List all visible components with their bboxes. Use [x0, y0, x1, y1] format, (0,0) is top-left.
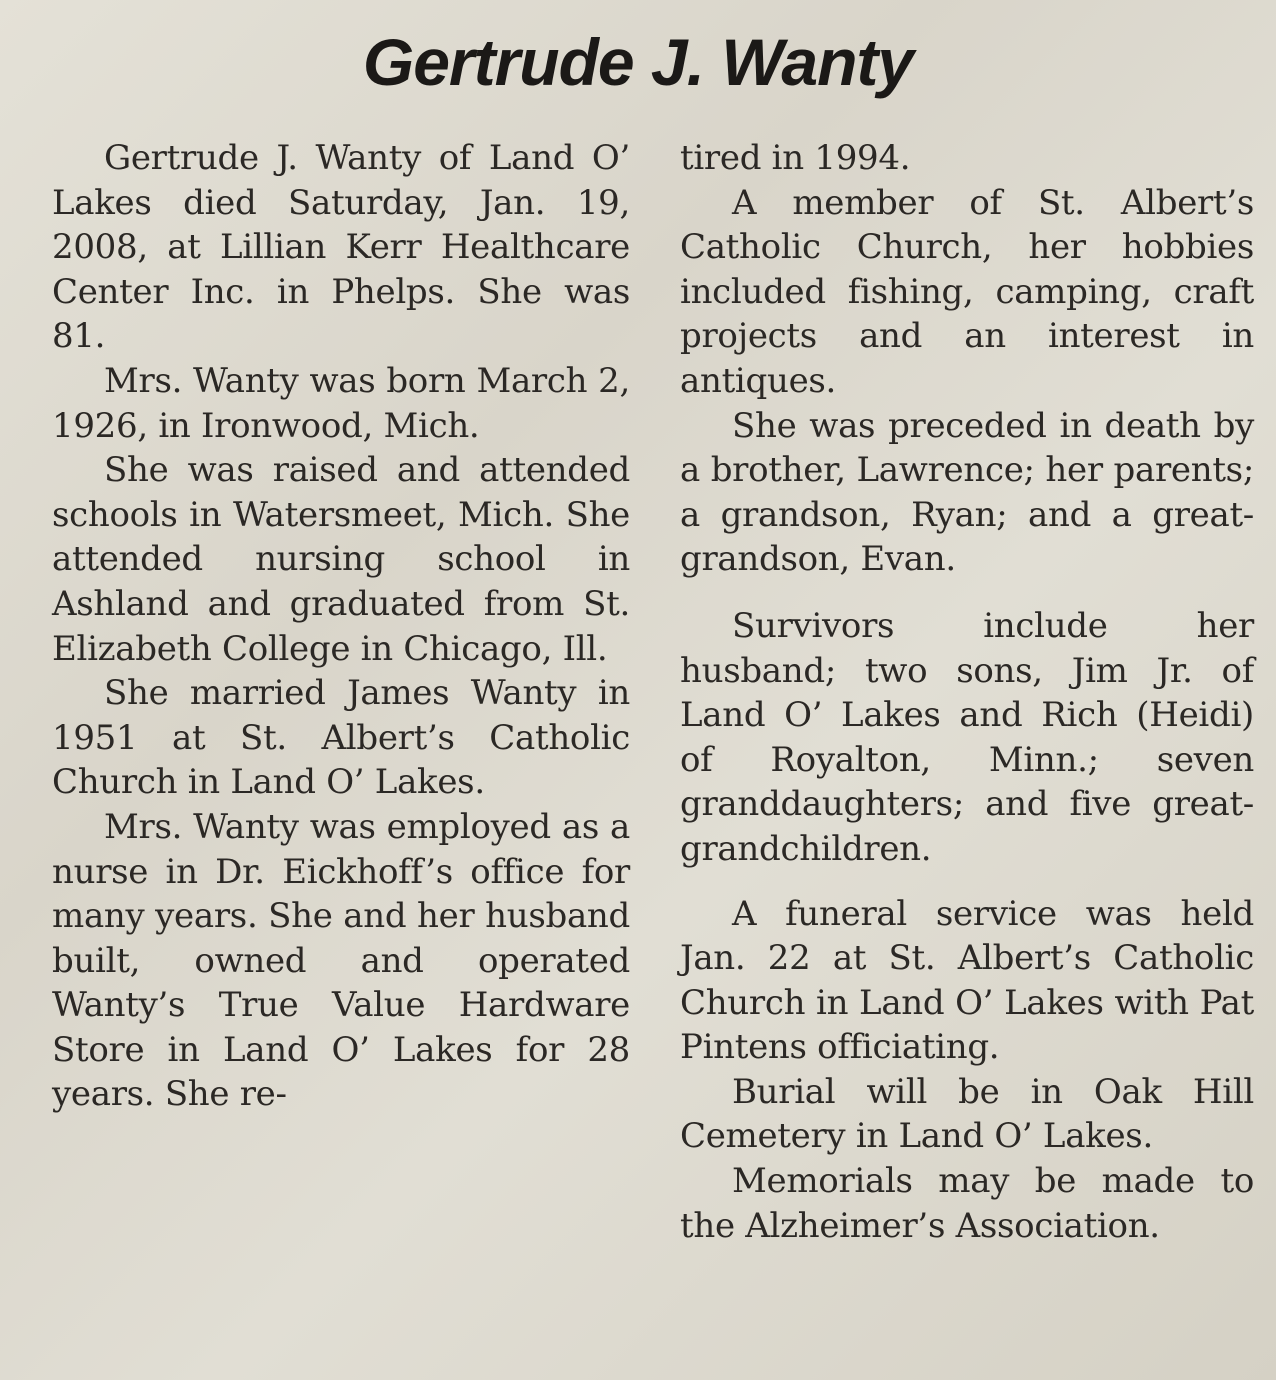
left-column [52, 136, 630, 1117]
right-column [680, 136, 1254, 1248]
paragraph-survivors: Survivors include her husband; two sons, Jim Jr. of Land O’ Lakes and Rich (Heidi) of Royalton, Minn.; seven granddaughters; and five great-grandchildren. [680, 605, 1254, 869]
paragraph-funeral: A funeral service was held Jan. 22 at St. Albert’s Catholic Church in Land O’ Lakes with Pat Pintens officiating. [680, 893, 1254, 1068]
paragraph-burial: Burial will be in Oak Hill Cemetery in Land O’ Lakes. [680, 1071, 1254, 1157]
paragraph-hobbies: A member of St. Albert’s Catholic Church, her hobbies included fishing, camping, craft projects and an interest in antiques. [680, 182, 1254, 401]
paragraph-birth: Mrs. Wanty was born March 2, 1926, in Ironwood, Mich. [52, 360, 630, 446]
paragraph-preceded: She was preceded in death by a brother, Lawrence; her parents; a grandson, Ryan; and a great-grandson, Evan. [680, 405, 1254, 580]
paragraph-death-notice: Gertrude J. Wanty of Land O’ Lakes died Saturday, Jan. 19, 2008, at Lillian Kerr Healthcare Center Inc. in Phelps. She was 81. [52, 138, 630, 357]
paragraph-memorials: Memorials may be made to the Alzheimer’s Association. [680, 1161, 1254, 1246]
obituary-title: Gertrude J. Wanty [362, 25, 914, 99]
paragraph-marriage: She married James Wanty in 1951 at St. Albert’s Catholic Church in Land O’ Lakes. [52, 673, 630, 803]
paragraph-education: She was raised and attended schools in Watersmeet, Mich. She attended nursing school in Ashland and graduated from St. Elizabeth College in Chicago, Ill. [52, 450, 630, 669]
paragraph-career-continued: tired in 1994. [680, 138, 911, 178]
paragraph-career: Mrs. Wanty was employed as a nurse in Dr. Eickhoff’s office for many years. She and her husband built, owned and operated Wanty’s True Value Hardware Store in Land O’ Lakes for 28 years. She re- [52, 806, 630, 1115]
